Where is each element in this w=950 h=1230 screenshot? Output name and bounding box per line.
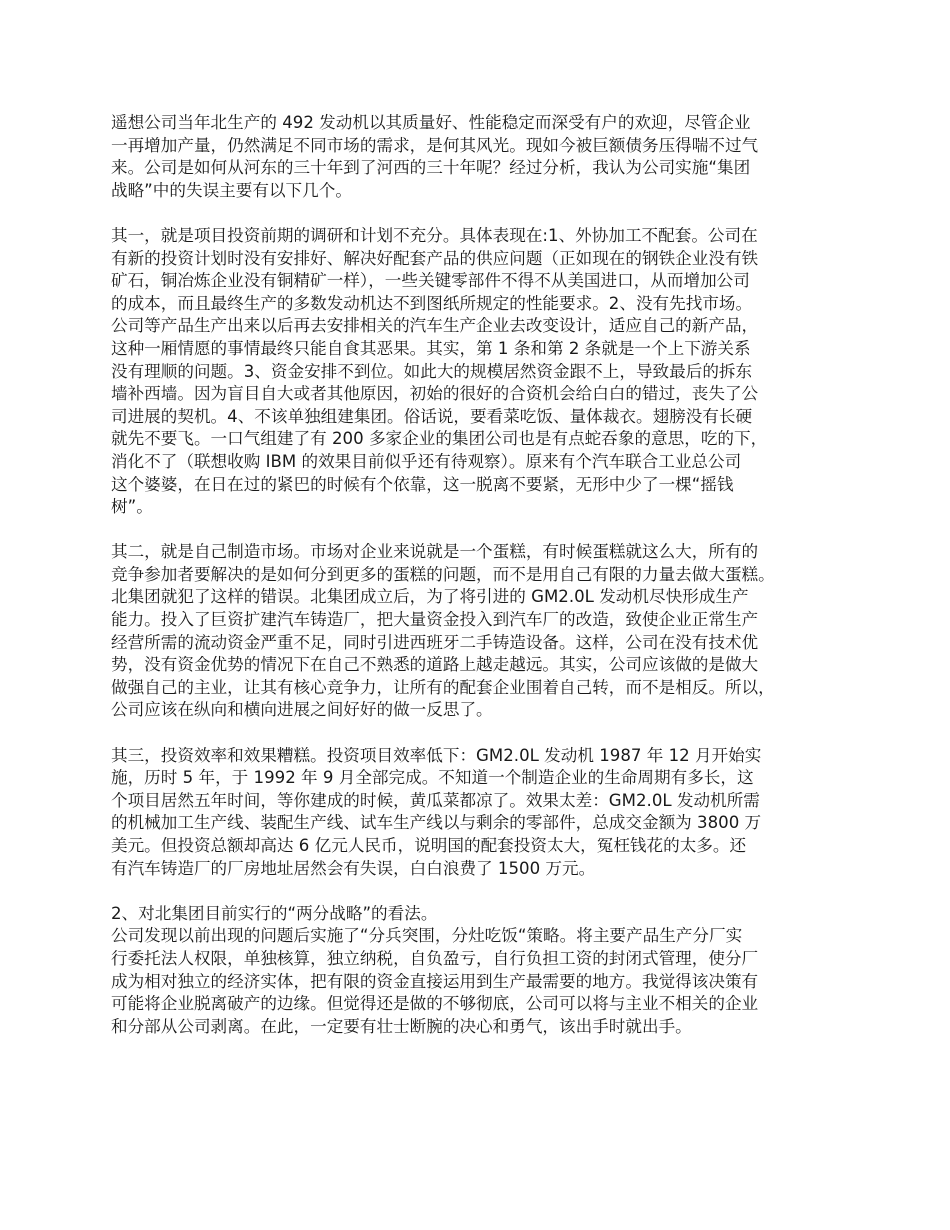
paragraph-point-two: 其二，就是自己制造市场。市场对企业来说就是一个蛋糕，有时候蛋糕就这么大，所有的 竞争参加者要解决的是如何分到更多的蛋糕的问题，而不是用自己有限的力量去做大蛋糕。 北集团就犯了这样的错误。北集团成立后，为了将引进的 GM2.0L 发动机尽快形成生产 能力。投入了巨资扩建汽车铸造厂，把大量资金投入到汽车厂的改造，致使企业正常生产 经营所需的流动资金严重不足，同时引进西班牙二手铸造设备。这样，公司在没有技术优 势，没有资金优势的情况下在自己不熟悉的道路上越走越远。其实，公司应该做的是做大 做强自己的主业，让其有核心竞争力，让所有的配套企业围着自己转，而不是相反。所以， 公司应该在纵向和横向进展之间好好的做一反思了。 (111, 542, 775, 720)
paragraph-intro: 遥想公司当年北生产的 492 发动机以其质量好、性能稳定而深受有户的欢迎，尽管企业 一再增加产量，仍然满足不同市场的需求，是何其风光。现如今被巨额债务压得喘不过气 来。公司是如何从河东的三十年到了河西的三十年呢？经过分析，我认为公司实施“集团 战略”中的失误主要有以下几个。 (111, 113, 759, 200)
paragraph-strategy-opinion: 公司发现以前出现的问题后实施了“分兵突围，分灶吃饭“策略。将主要产品生产分厂实 行委托法人权限，单独核算，独立纳税，自负盈亏，自行负担工资的封闭式管理，使分厂 成为相对独立的经济实体，把有限的资金直接运用到生产最需要的地方。我觉得该决策有 可能将企业脱离破产的边缘。但觉得还是做的不够彻底，公司可以将与主业不相关的企业 和分部从公司剥离。在此，一定要有壮士断腕的决心和勇气，该出手时就出手。 (111, 926, 759, 1036)
paragraph-point-three: 其三，投资效率和效果糟糕。投资项目效率低下：GM2.0L 发动机 1987 年 12 月开始实 施，历时 5 年，于 1992 年 9 月全部完成。不知道一个制造企业的生命周期有多长，这 个项目居然五年时间，等你建成的时候，黄瓜菜都凉了。效果太差：GM2.0L 发动机所需 的机械加工生产线、装配生产线、试车生产线以与剩余的零部件，总成交金额为 3800 万 美元。但投资总额却高达 6 亿元人民币，说明国的配套投资太大，冤枉钱花的太多。还 有汽车铸造厂的厂房地址居然会有失误，白白浪费了 1500 万元。 (111, 745, 762, 878)
document-page (111, 112, 851, 1061)
section-heading-two-strategy: 2、对北集团目前实行的“两分战略”的看法。 (111, 903, 438, 923)
paragraph-point-one: 其一，就是项目投资前期的调研和计划不充分。具体表现在:1、外协加工不配套。公司在 有新的投资计划时没有安排好、解决好配套产品的供应问题（正如现在的钢铁企业没有铁 矿石，铜冶炼企业没有铜精矿一样），一些关键零部件不得不从美国进口，从而增加公司 的成本，而且最终生产的多数发动机达不到图纸所规定的性能要求。2、没有先找市场。 公司等产品生产出来以后再去安排相关的汽车生产企业去改变设计，适应自己的新产品， 这种一厢情愿的事情最终只能自食其恶果。其实，第 1 条和第 2 条就是一个上下游关系 没有理顺的问题。3、资金安排不到位。如此大的规模居然资金跟不上，导致最后的拆东 墙补西墙。因为盲目自大或者其他原因，初始的很好的合资机会给白白的错过，丧失了公 司进展的契机。4、不该单独组建集团。俗话说，要看菜吃饭、量体裁衣。翅膀没有长硬 就先不要飞。一口气组建了有 200 多家企业的集团公司也是有点蛇吞象的意思，吃的下， 消化不了（联想收购 IBM 的效果目前似乎还有待观察）。原来有个汽车联合工业总公司 这个婆婆，在日在过的紧巴的时候有个依靠，这一脱离不要紧，无形中少了一棵“摇钱 树”。 (111, 225, 768, 517)
